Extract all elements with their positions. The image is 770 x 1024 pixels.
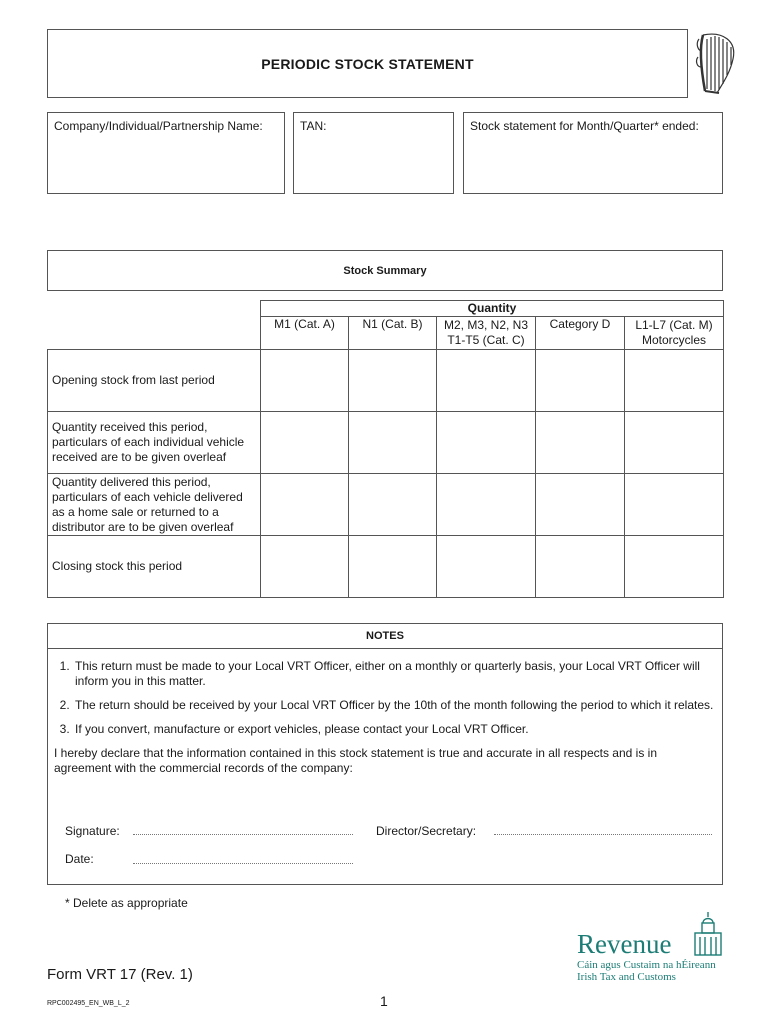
- delete-note: * Delete as appropriate: [65, 896, 188, 910]
- cell-input[interactable]: [349, 474, 437, 536]
- harp-icon: [693, 29, 741, 99]
- page-title: PERIODIC STOCK STATEMENT: [261, 55, 474, 72]
- cell-input[interactable]: [536, 474, 625, 536]
- period-ended-label: Stock statement for Month/Quarter* ended:: [470, 119, 699, 133]
- revenue-irish-text: Cáin agus Custaim na hÉireann: [577, 959, 716, 971]
- col-m1: M1 (Cat. A): [261, 317, 349, 350]
- cell-input[interactable]: [349, 412, 437, 474]
- cell-input[interactable]: [625, 412, 724, 474]
- declaration-text: I hereby declare that the information contained in this stock statement is true and accurate in all respects and is in agreement with the commercial records of the company:: [54, 746, 657, 775]
- company-name-label: Company/Individual/Partnership Name:: [54, 119, 263, 133]
- row-opening-stock: Opening stock from last period: [48, 350, 261, 412]
- quantity-header: Quantity: [261, 301, 724, 317]
- cell-input[interactable]: [536, 412, 625, 474]
- cell-input[interactable]: [349, 536, 437, 598]
- signature-label: Signature:: [65, 824, 120, 838]
- page-number: 1: [380, 993, 388, 1009]
- col-cat-m: L1-L7 (Cat. M) Motorcycles: [625, 317, 724, 350]
- cell-input[interactable]: [625, 536, 724, 598]
- doc-code: RPC002495_EN_WB_L_2: [47, 1000, 130, 1007]
- cell-input[interactable]: [437, 412, 536, 474]
- table-row: [48, 412, 724, 474]
- cell-input[interactable]: [536, 536, 625, 598]
- col-cat-d: Category D: [536, 317, 625, 350]
- row-quantity-received: Quantity received this period, particulars of each individual vehicle received are to be given overleaf: [48, 412, 261, 474]
- cell-input[interactable]: [261, 474, 349, 536]
- revenue-wordmark: Revenue: [577, 929, 672, 959]
- cell-input[interactable]: [437, 474, 536, 536]
- cell-input[interactable]: [261, 350, 349, 412]
- table-row: [48, 474, 724, 536]
- cell-input[interactable]: [437, 536, 536, 598]
- signature-line[interactable]: [133, 834, 353, 835]
- notes-section: [47, 623, 723, 885]
- period-ended-field[interactable]: [463, 112, 723, 194]
- column-header-row: [48, 317, 724, 350]
- row-quantity-delivered: Quantity delivered this period, particulars of each vehicle delivered as a home sale or returned to a distributor are to be given overleaf: [48, 474, 261, 536]
- note-item: 2. The return should be received by your Local VRT Officer by the 10th of the month following the period to which it relates.: [73, 698, 716, 713]
- row-closing-stock: Closing stock this period: [48, 536, 261, 598]
- title-box: [47, 29, 688, 98]
- date-label: Date:: [65, 852, 94, 866]
- director-line[interactable]: [494, 834, 712, 835]
- table-row: [48, 536, 724, 598]
- customs-house-icon: [693, 911, 723, 957]
- revenue-english-text: Irish Tax and Customs: [577, 971, 676, 983]
- director-label: Director/Secretary:: [376, 824, 477, 838]
- tan-label: TAN:: [300, 119, 327, 133]
- note-item: 3. If you convert, manufacture or export vehicles, please contact your Local VRT Officer.: [73, 722, 716, 737]
- notes-title: NOTES: [366, 630, 404, 642]
- cell-input[interactable]: [625, 474, 724, 536]
- tan-field[interactable]: [293, 112, 454, 194]
- col-n1: N1 (Cat. B): [349, 317, 437, 350]
- stock-summary-table: [47, 300, 724, 598]
- form-id: Form VRT 17 (Rev. 1): [47, 966, 193, 983]
- stock-summary-header: [47, 250, 723, 291]
- date-line[interactable]: [133, 863, 353, 864]
- notes-body: [48, 649, 722, 776]
- note-item: 1. This return must be made to your Local VRT Officer, either on a monthly or quarterly basis, your Local VRT Officer will inform you in this matter.: [73, 659, 716, 689]
- cell-input[interactable]: [437, 350, 536, 412]
- stock-summary-title: Stock Summary: [343, 264, 427, 277]
- quantity-header-row: [48, 301, 724, 317]
- notes-header: [48, 624, 722, 649]
- cell-input[interactable]: [536, 350, 625, 412]
- notes-list: [54, 659, 716, 737]
- cell-input[interactable]: [625, 350, 724, 412]
- company-name-field[interactable]: [47, 112, 285, 194]
- col-cat-c: M2, M3, N2, N3 T1-T5 (Cat. C): [437, 317, 536, 350]
- cell-input[interactable]: [261, 412, 349, 474]
- cell-input[interactable]: [261, 536, 349, 598]
- table-row: [48, 350, 724, 412]
- cell-input[interactable]: [349, 350, 437, 412]
